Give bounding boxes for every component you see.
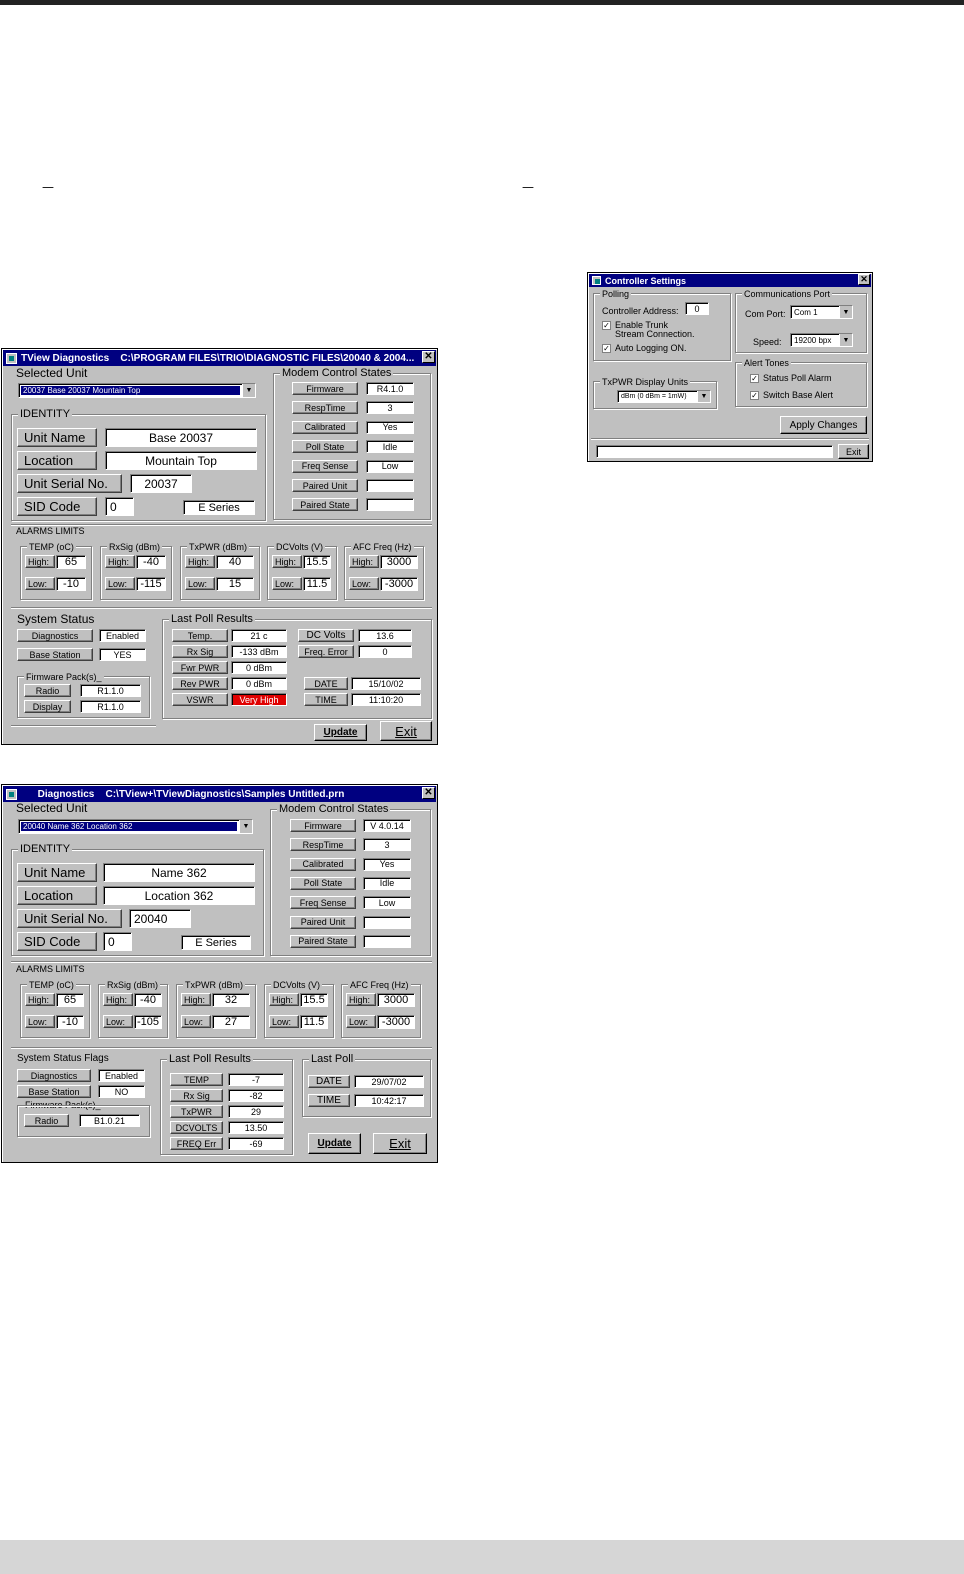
- mcs-label: Paired Unit: [292, 479, 358, 492]
- selected-unit-label: Selected Unit: [16, 801, 88, 815]
- lpr-value[interactable]: -82: [228, 1089, 284, 1102]
- low-field[interactable]: 11.5: [300, 1015, 328, 1029]
- lpr-value[interactable]: 21 c: [231, 629, 287, 642]
- separator: [591, 438, 869, 440]
- sid-code-label: SID Code: [17, 497, 97, 516]
- mcs-label: RespTime: [292, 401, 358, 414]
- low-label: Low:: [346, 1015, 376, 1028]
- selected-unit-select[interactable]: 20040 Name 362 Location 362 ▼: [18, 819, 253, 834]
- base-station-field[interactable]: NO: [98, 1085, 145, 1098]
- unit-name-field[interactable]: Name 362: [103, 863, 255, 882]
- high-field[interactable]: 15.5: [300, 993, 328, 1007]
- txpwr-display-units-group: TxPWR Display Units: [593, 381, 717, 409]
- system-status-flags-label: System Status Flags: [17, 1053, 109, 1064]
- polling-group: Polling: [593, 293, 731, 361]
- diagnostics-label: Diagnostics: [17, 629, 93, 642]
- page-footer-band: [0, 1540, 964, 1574]
- window-title: TView Diagnostics C:\PROGRAM FILES\TRIO\DIAGNOSTIC FILES\20040 & 2004...: [21, 352, 415, 364]
- radio-field[interactable]: R1.1.0: [80, 684, 141, 697]
- switch-base-alert-checkbox[interactable]: ✓ Switch Base Alert: [751, 390, 834, 400]
- diagnostics-window: [1, 784, 438, 1163]
- low-field[interactable]: 15: [216, 577, 254, 591]
- high-field[interactable]: 15.5: [303, 555, 331, 569]
- separator: [11, 1047, 432, 1049]
- close-button[interactable]: [422, 787, 435, 799]
- lpr-value[interactable]: Very High: [231, 693, 287, 706]
- lpr-label: Rev PWR: [172, 677, 228, 690]
- checkmark-icon[interactable]: ✓: [603, 344, 610, 353]
- modem-control-states-group: Modem Control States: [273, 373, 431, 520]
- mcs-label: Poll State: [290, 877, 356, 890]
- exit-button[interactable]: Exit: [380, 721, 432, 741]
- lpr-label: Rx Sig: [172, 645, 228, 658]
- dc-volts-label: DC Volts: [298, 629, 354, 642]
- low-field[interactable]: -3000: [380, 577, 418, 591]
- high-label: High:: [25, 555, 55, 568]
- mcs-value[interactable]: V 4.0.14: [363, 819, 411, 832]
- sid-code-field[interactable]: 0: [105, 497, 134, 516]
- lpr-value[interactable]: -7: [228, 1073, 284, 1086]
- lpr-label: TxPWR: [170, 1105, 223, 1118]
- high-label: High:: [103, 993, 133, 1006]
- alarms-limits-label: ALARMS LIMITS: [16, 964, 85, 974]
- low-field[interactable]: -115: [136, 577, 166, 591]
- high-label: High:: [272, 555, 302, 568]
- freq-error-field[interactable]: 0: [358, 645, 412, 658]
- checkmark-icon[interactable]: ✓: [751, 374, 758, 383]
- separator: [11, 607, 432, 609]
- update-button[interactable]: Update: [308, 1133, 361, 1154]
- alarm-group-label: RxSig (dBm): [109, 542, 161, 552]
- freq-error-label: Freq. Error: [298, 645, 354, 658]
- close-button[interactable]: [422, 351, 435, 363]
- alarm-group-label: AFC Freq (Hz): [353, 542, 412, 552]
- lpr-value[interactable]: 29: [228, 1105, 284, 1118]
- status-text-field[interactable]: [596, 445, 833, 458]
- close-icon: ✕: [424, 787, 433, 798]
- date-label: DATE: [308, 1075, 350, 1088]
- radio-label: Radio: [24, 1114, 69, 1127]
- lpr-label: VSWR: [172, 693, 228, 706]
- date-field[interactable]: 15/10/02: [351, 677, 421, 690]
- mcs-label: Firmware: [290, 819, 356, 832]
- chevron-down-icon[interactable]: ▼: [839, 306, 852, 318]
- alert-tones-group: Alert Tones: [735, 362, 867, 407]
- base-station-label: Base Station: [17, 1085, 91, 1098]
- lpr-value[interactable]: -133 dBm: [231, 645, 287, 658]
- unit-name-field[interactable]: Base 20037: [105, 428, 257, 447]
- series-field[interactable]: E Series: [183, 500, 255, 515]
- controller-address-field[interactable]: 0: [685, 302, 709, 315]
- low-field[interactable]: 11.5: [303, 577, 331, 591]
- system-status-label: System Status: [17, 612, 95, 626]
- selected-unit-select[interactable]: 20037 Base 20037 Mountain Top ▼: [18, 383, 256, 398]
- selected-unit-label: Selected Unit: [16, 366, 88, 380]
- alarm-group-label: TxPWR (dBm): [189, 542, 247, 552]
- low-label: Low:: [269, 1015, 299, 1028]
- low-label: Low:: [105, 577, 135, 590]
- high-field[interactable]: -40: [134, 993, 162, 1007]
- title-bar[interactable]: [3, 786, 436, 802]
- mcs-label: Paired State: [292, 498, 358, 511]
- location-field[interactable]: Mountain Top: [105, 451, 257, 470]
- high-field[interactable]: 40: [216, 555, 254, 569]
- lpr-value[interactable]: 13.50: [228, 1121, 284, 1134]
- mcs-label: Paired Unit: [290, 916, 356, 929]
- window-title: Diagnostics C:\TView+\TViewDiagnostics\Samples Untitled.prn: [37, 788, 345, 800]
- exit-button[interactable]: Exit: [838, 444, 869, 459]
- high-label: High:: [269, 993, 299, 1006]
- controller-address-label: Controller Address:: [602, 306, 679, 316]
- high-field[interactable]: 32: [212, 993, 250, 1007]
- serial-field[interactable]: 20040: [129, 909, 191, 928]
- time-field[interactable]: 10:42:17: [354, 1094, 424, 1107]
- high-field[interactable]: 65: [56, 555, 86, 569]
- mcs-value[interactable]: R4.1.0: [366, 382, 414, 395]
- com-port-select[interactable]: Com 1 ▼: [790, 305, 853, 319]
- low-field[interactable]: -10: [56, 1015, 84, 1029]
- apply-changes-button[interactable]: Apply Changes: [780, 416, 867, 434]
- mcs-value[interactable]: Idle: [363, 877, 411, 890]
- separator: [11, 725, 156, 727]
- mcs-value[interactable]: Idle: [366, 440, 414, 453]
- base-station-field[interactable]: YES: [99, 648, 146, 661]
- location-label: Location: [17, 451, 97, 470]
- radio-field[interactable]: B1.0.21: [79, 1114, 140, 1127]
- alarm-group-label: TEMP (oC): [29, 542, 74, 552]
- alarm-group-label: TxPWR (dBm): [185, 980, 243, 990]
- high-label: High:: [185, 555, 215, 568]
- high-field[interactable]: -40: [136, 555, 166, 569]
- alarm-group-label: DCVolts (V): [273, 980, 321, 990]
- location-field[interactable]: Location 362: [103, 886, 255, 905]
- close-icon: ✕: [860, 274, 868, 284]
- txpwr-units-select[interactable]: dBm (0 dBm = 1mW) ▼: [617, 390, 711, 403]
- low-field[interactable]: 27: [212, 1015, 250, 1029]
- firmware-pack-label: Firmware Pack(s)_: [25, 1100, 101, 1110]
- unit-name-label: Unit Name: [17, 863, 97, 882]
- alarm-group-label: TEMP (oC): [29, 980, 74, 990]
- lpr-value[interactable]: 0 dBm: [231, 661, 287, 674]
- identity-group: IDENTITY: [11, 849, 264, 956]
- unit-name-label: Unit Name: [17, 428, 97, 447]
- mcs-label: Paired State: [290, 935, 356, 948]
- serial-label: Unit Serial No.: [17, 909, 122, 928]
- base-station-label: Base Station: [17, 648, 93, 661]
- lpr-value[interactable]: 0 dBm: [231, 677, 287, 690]
- location-label: Location: [17, 886, 97, 905]
- mcs-value[interactable]: [363, 916, 411, 929]
- enable-trunk-checkbox[interactable]: ✓ Enable Trunk Stream Connection.: [603, 320, 695, 339]
- chevron-down-icon[interactable]: ▼: [239, 820, 252, 833]
- low-label: Low:: [181, 1015, 211, 1028]
- lpr-label: TEMP: [170, 1073, 223, 1086]
- last-poll-group: Last Poll: [302, 1059, 431, 1117]
- mcs-value[interactable]: Low: [366, 460, 414, 473]
- tview-diagnostics-window: [1, 348, 438, 745]
- low-label: Low:: [272, 577, 302, 590]
- chevron-down-icon[interactable]: ▼: [697, 391, 710, 402]
- display-field[interactable]: R1.1.0: [80, 700, 141, 713]
- mcs-value[interactable]: Yes: [363, 858, 411, 871]
- serial-label: Unit Serial No.: [17, 474, 122, 493]
- display-label: Display: [24, 700, 71, 713]
- sid-code-label: SID Code: [17, 932, 97, 951]
- close-icon: ✕: [424, 351, 433, 362]
- mcs-value[interactable]: [366, 479, 414, 492]
- date-field[interactable]: 29/07/02: [354, 1075, 424, 1088]
- time-label: TIME: [308, 1094, 350, 1107]
- time-field[interactable]: 11:10:20: [351, 693, 421, 706]
- diagnostics-field[interactable]: Enabled: [98, 1069, 145, 1082]
- lpr-value[interactable]: -69: [228, 1137, 284, 1150]
- update-button[interactable]: Update: [314, 724, 367, 741]
- radio-label: Radio: [24, 684, 71, 697]
- high-label: High:: [181, 993, 211, 1006]
- alarms-limits-label: ALARMS LIMITS: [16, 526, 85, 536]
- communications-port-group: Communications Port: [735, 293, 867, 353]
- serial-field[interactable]: 20037: [130, 474, 192, 493]
- last-poll-results-group: Last Poll Results: [160, 1059, 293, 1155]
- high-label: High:: [25, 993, 55, 1006]
- low-field[interactable]: -105: [134, 1015, 162, 1029]
- low-field[interactable]: -3000: [377, 1015, 415, 1029]
- mcs-label: Calibrated: [290, 858, 356, 871]
- last-poll-results-group: Last Poll Results: [162, 619, 432, 719]
- low-label: Low:: [25, 1015, 55, 1028]
- sid-code-field[interactable]: 0: [103, 932, 132, 951]
- lpr-label: Fwr PWR: [172, 661, 228, 674]
- alarm-group-label: RxSig (dBm): [107, 980, 159, 990]
- checkmark-icon[interactable]: ✓: [603, 321, 610, 330]
- exit-button[interactable]: Exit: [373, 1133, 427, 1154]
- mcs-value[interactable]: Low: [363, 896, 411, 909]
- controller-settings-window: [587, 272, 873, 462]
- lpr-label: FREQ Err: [170, 1137, 223, 1150]
- auto-logging-checkbox[interactable]: ✓ Auto Logging ON.: [603, 343, 687, 353]
- chevron-down-icon[interactable]: ▼: [242, 384, 255, 397]
- alarm-group-label: DCVolts (V): [276, 542, 324, 552]
- mcs-value[interactable]: Yes: [366, 421, 414, 434]
- high-label: High:: [346, 993, 376, 1006]
- lpr-label: Temp.: [172, 629, 228, 642]
- app-icon[interactable]: [6, 353, 17, 364]
- lpr-label: DCVOLTS: [170, 1121, 223, 1134]
- mcs-label: Freq Sense: [292, 460, 358, 473]
- app-icon[interactable]: [592, 276, 601, 285]
- chevron-down-icon[interactable]: ▼: [839, 334, 852, 346]
- low-label: Low:: [103, 1015, 133, 1028]
- high-field[interactable]: 3000: [380, 555, 418, 569]
- dash-right: —: [522, 180, 534, 194]
- top-rule: [0, 0, 964, 5]
- status-poll-alarm-checkbox[interactable]: ✓ Status Poll Alarm: [751, 373, 832, 383]
- low-label: Low:: [185, 577, 215, 590]
- speed-label: Speed:: [753, 337, 782, 347]
- time-label: TIME: [304, 693, 348, 706]
- mcs-value[interactable]: [366, 498, 414, 511]
- high-label: High:: [349, 555, 379, 568]
- modem-control-states-group: Modem Control States: [270, 809, 431, 956]
- low-field[interactable]: -10: [56, 577, 86, 591]
- low-label: Low:: [349, 577, 379, 590]
- mcs-value[interactable]: 3: [366, 401, 414, 414]
- title-bar[interactable]: [3, 350, 436, 366]
- date-label: DATE: [304, 677, 348, 690]
- high-field[interactable]: 3000: [377, 993, 415, 1007]
- title-bar[interactable]: Controller Settings: [589, 274, 871, 287]
- speed-select[interactable]: 19200 bpx ▼: [790, 333, 853, 347]
- firmware-pack-group: Firmware Pack(s)_: [17, 676, 150, 718]
- mcs-label: Freq Sense: [290, 896, 356, 909]
- diagnostics-label: Diagnostics: [17, 1069, 91, 1082]
- mcs-label: Calibrated: [292, 421, 358, 434]
- mcs-label: Poll State: [292, 440, 358, 453]
- low-label: Low:: [25, 577, 55, 590]
- com-port-label: Com Port:: [745, 309, 786, 319]
- close-button[interactable]: [858, 274, 870, 285]
- app-icon[interactable]: [6, 789, 17, 800]
- mcs-label: RespTime: [290, 838, 356, 851]
- mcs-value[interactable]: [363, 935, 411, 948]
- mcs-value[interactable]: 3: [363, 838, 411, 851]
- lpr-label: Rx Sig: [170, 1089, 223, 1102]
- identity-group: IDENTITY: [11, 414, 266, 521]
- checkmark-icon[interactable]: ✓: [751, 391, 758, 400]
- dc-volts-field[interactable]: 13.6: [358, 629, 412, 642]
- alarm-group-label: AFC Freq (Hz): [350, 980, 409, 990]
- dash-left: —: [42, 180, 54, 194]
- high-label: High:: [105, 555, 135, 568]
- mcs-label: Firmware: [292, 382, 358, 395]
- high-field[interactable]: 65: [56, 993, 84, 1007]
- diagnostics-field[interactable]: Enabled: [99, 629, 146, 642]
- series-field[interactable]: E Series: [181, 935, 251, 950]
